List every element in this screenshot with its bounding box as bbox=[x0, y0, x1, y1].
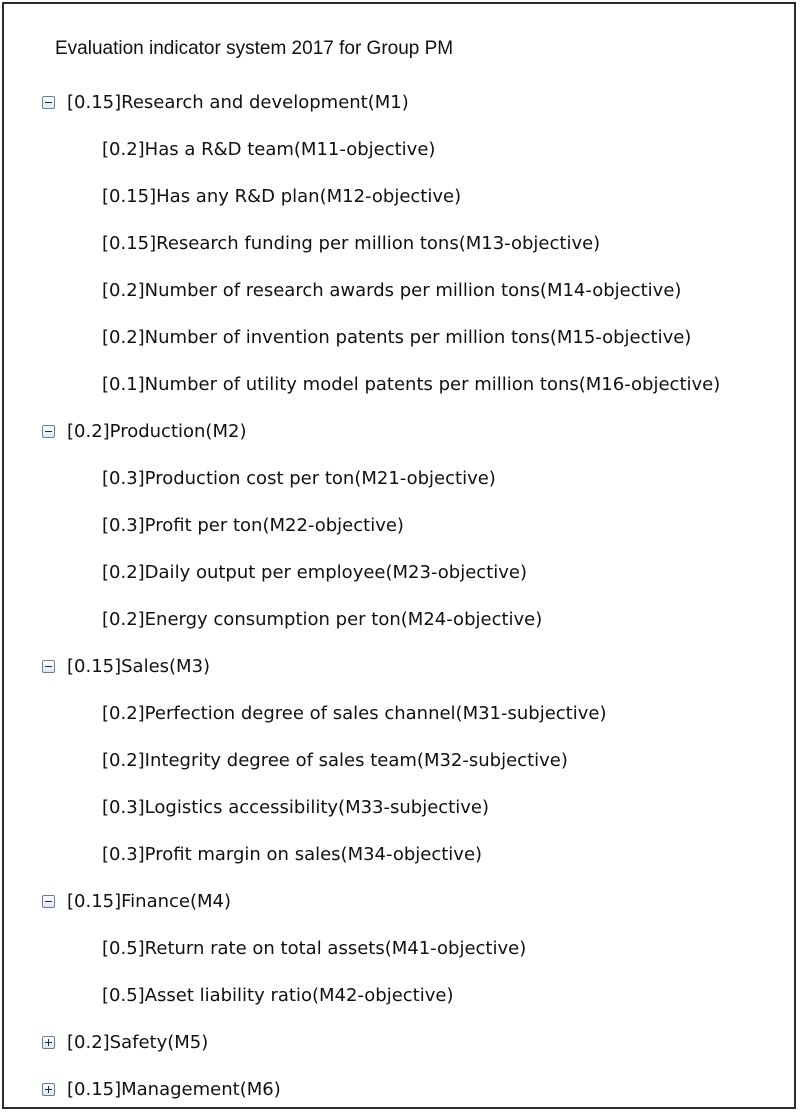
tree-leaf-label[interactable]: [0.3]Logistics accessibility(M33-subjective) bbox=[102, 796, 489, 818]
collapse-icon[interactable] bbox=[42, 660, 55, 673]
tree-group-m3 bbox=[4, 643, 794, 878]
tree-group-m4 bbox=[4, 878, 794, 1019]
tree-leaf-label[interactable]: [0.15]Research funding per million tons(M13-objective) bbox=[102, 232, 601, 254]
tree-leaf-m14[interactable] bbox=[4, 267, 794, 314]
indicator-tree-panel bbox=[2, 2, 796, 1109]
tree-leaf-label[interactable]: [0.2]Number of research awards per million tons(M14-objective) bbox=[102, 279, 682, 301]
tree-leaf-label[interactable]: [0.2]Integrity degree of sales team(M32-subjective) bbox=[102, 749, 568, 771]
tree-group-m2 bbox=[4, 408, 794, 643]
tree-node-m3[interactable] bbox=[4, 643, 794, 690]
page-title: Evaluation indicator system 2017 for Group PM bbox=[55, 38, 454, 59]
collapse-icon[interactable] bbox=[42, 96, 55, 109]
tree-leaf-label[interactable]: [0.1]Number of utility model patents per million tons(M16-objective) bbox=[102, 373, 721, 395]
tree-leaf-m22[interactable] bbox=[4, 502, 794, 549]
tree-node-label[interactable]: [0.15]Sales(M3) bbox=[67, 655, 211, 677]
tree-node-label[interactable]: [0.2]Safety(M5) bbox=[67, 1031, 209, 1053]
tree-children-m4 bbox=[4, 925, 794, 1019]
tree-leaf-m15[interactable] bbox=[4, 314, 794, 361]
tree-node-m1[interactable] bbox=[4, 79, 794, 126]
tree-node-m6[interactable] bbox=[4, 1066, 794, 1113]
tree-children-m3 bbox=[4, 690, 794, 878]
tree-node-label[interactable]: [0.2]Production(M2) bbox=[67, 420, 247, 442]
tree-group-m1 bbox=[4, 79, 794, 408]
tree-leaf-m11[interactable] bbox=[4, 126, 794, 173]
tree-leaf-m16[interactable] bbox=[4, 361, 794, 408]
tree-leaf-m12[interactable] bbox=[4, 173, 794, 220]
tree-leaf-label[interactable]: [0.2]Energy consumption per ton(M24-objective) bbox=[102, 608, 543, 630]
tree-leaf-m42[interactable] bbox=[4, 972, 794, 1019]
collapse-icon[interactable] bbox=[42, 425, 55, 438]
tree-leaf-m23[interactable] bbox=[4, 549, 794, 596]
tree-leaf-label[interactable]: [0.2]Daily output per employee(M23-objective) bbox=[102, 561, 528, 583]
tree-leaf-m34[interactable] bbox=[4, 831, 794, 878]
tree-leaf-m31[interactable] bbox=[4, 690, 794, 737]
tree-leaf-label[interactable]: [0.3]Profit margin on sales(M34-objective) bbox=[102, 843, 483, 865]
tree-group-m6 bbox=[4, 1066, 794, 1113]
tree-leaf-m24[interactable] bbox=[4, 596, 794, 643]
tree-leaf-m13[interactable] bbox=[4, 220, 794, 267]
tree-leaf-label[interactable]: [0.5]Return rate on total assets(M41-objective) bbox=[102, 937, 527, 959]
tree-leaf-m33[interactable] bbox=[4, 784, 794, 831]
tree-group-m5 bbox=[4, 1019, 794, 1066]
tree-leaf-label[interactable]: [0.2]Number of invention patents per million tons(M15-objective) bbox=[102, 326, 692, 348]
tree-leaf-label[interactable]: [0.2]Has a R&D team(M11-objective) bbox=[102, 138, 436, 160]
tree-leaf-label[interactable]: [0.15]Has any R&D plan(M12-objective) bbox=[102, 185, 462, 207]
tree-children-m2 bbox=[4, 455, 794, 643]
tree-leaf-m32[interactable] bbox=[4, 737, 794, 784]
expand-icon[interactable] bbox=[42, 1083, 55, 1096]
tree-node-label[interactable]: [0.15]Finance(M4) bbox=[67, 890, 232, 912]
tree-node-m4[interactable] bbox=[4, 878, 794, 925]
indicator-tree bbox=[4, 79, 794, 1113]
tree-leaf-m21[interactable] bbox=[4, 455, 794, 502]
tree-node-label[interactable]: [0.15]Management(M6) bbox=[67, 1078, 281, 1100]
tree-leaf-label[interactable]: [0.3]Production cost per ton(M21-objective) bbox=[102, 467, 496, 489]
tree-node-m2[interactable] bbox=[4, 408, 794, 455]
tree-node-m5[interactable] bbox=[4, 1019, 794, 1066]
expand-icon[interactable] bbox=[42, 1036, 55, 1049]
tree-leaf-label[interactable]: [0.3]Profit per ton(M22-objective) bbox=[102, 514, 404, 536]
tree-node-label[interactable]: [0.15]Research and development(M1) bbox=[67, 91, 409, 113]
collapse-icon[interactable] bbox=[42, 895, 55, 908]
tree-leaf-label[interactable]: [0.5]Asset liability ratio(M42-objective) bbox=[102, 984, 454, 1006]
tree-children-m1 bbox=[4, 126, 794, 408]
tree-leaf-m41[interactable] bbox=[4, 925, 794, 972]
tree-leaf-label[interactable]: [0.2]Perfection degree of sales channel(M31-subjective) bbox=[102, 702, 607, 724]
